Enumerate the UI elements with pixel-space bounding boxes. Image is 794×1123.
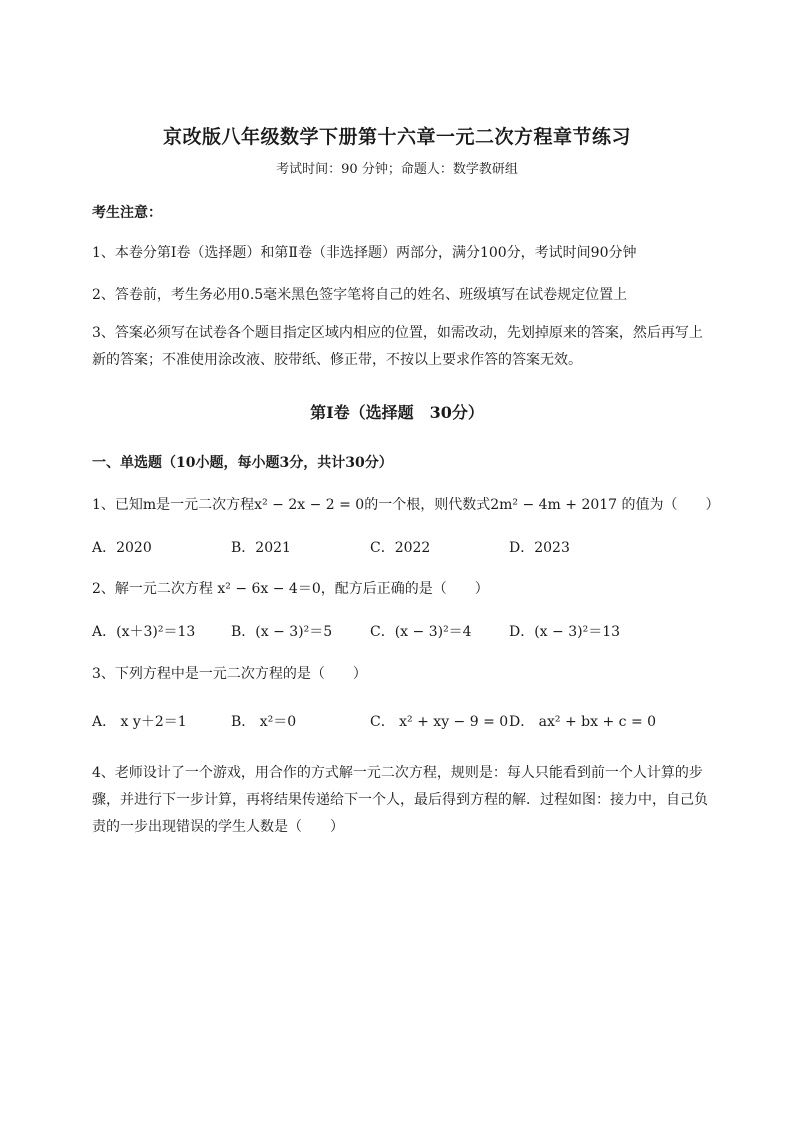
question-4-stem: 4、老师设计了一个游戏，用合作的方式解一元二次方程，规则是：每人只能看到前一个人计算的步骤，并进行下一步计算，再将结果传递给下一个人，最后得到方程的解．过程如图：接力中，自己负责的一步出现错误的学生人数是（ ） bbox=[92, 765, 708, 835]
question-3-option-c[interactable]: C． x² + xy − 9 = 0 bbox=[370, 714, 509, 730]
question-2-option-c[interactable]: C．(x − 3)²＝4 bbox=[370, 624, 472, 640]
question-1-option-c[interactable]: C．2022 bbox=[370, 540, 431, 556]
notice-heading: 考生注意： bbox=[92, 205, 162, 221]
notice-item-2: 2、答卷前，考生务必用0.5毫米黑色签字笔将自己的姓名、班级填写在试卷规定位置上 bbox=[92, 287, 628, 303]
exam-title: 京改版八年级数学下册第十六章一元二次方程章节练习 bbox=[162, 126, 631, 148]
notice-item-1: 1、本卷分第Ⅰ卷（选择题）和第Ⅱ卷（非选择题）两部分，满分100分，考试时间90分钟 bbox=[92, 245, 637, 261]
section-heading: 一、单选题（10小题，每小题3分，共计30分） bbox=[92, 455, 393, 471]
exam-subtitle: 考试时间：90 分钟；命题人：数学教研组 bbox=[276, 162, 518, 177]
question-2-option-b[interactable]: B．(x − 3)²＝5 bbox=[231, 624, 333, 640]
question-3-option-a[interactable]: A． x y＋2＝1 bbox=[92, 714, 187, 730]
question-1-option-a[interactable]: A．2020 bbox=[92, 540, 152, 556]
question-3-option-b[interactable]: B． x²＝0 bbox=[231, 714, 297, 730]
question-2-option-d[interactable]: D．(x − 3)²＝13 bbox=[509, 624, 621, 640]
question-3-option-d[interactable]: D． ax² + bx + c = 0 bbox=[509, 714, 657, 730]
question-1-stem: 1、已知m是一元二次方程x² − 2x − 2 = 0的一个根，则代数式2m² − 4m + 2017 的值为（ ） bbox=[92, 497, 720, 513]
question-2-option-a[interactable]: A．(x＋3)²＝13 bbox=[92, 624, 196, 640]
question-3-stem: 3、下列方程中是一元二次方程的是（ ） bbox=[92, 666, 367, 682]
part1-title: 第Ⅰ卷（选择题 30分） bbox=[310, 403, 484, 422]
question-1-option-d[interactable]: D．2023 bbox=[509, 540, 570, 556]
question-2-stem: 2、解一元二次方程 x² − 6x − 4＝0，配方后正确的是（ ） bbox=[92, 581, 489, 597]
notice-item-3: 3、答案必须写在试卷各个题目指定区域内相应的位置，如需改动，先划掉原来的答案，然后再写上新的答案；不准使用涂改液、胶带纸、修正带，不按以上要求作答的答案无效。 bbox=[92, 325, 703, 368]
question-1-option-b[interactable]: B．2021 bbox=[231, 540, 291, 556]
